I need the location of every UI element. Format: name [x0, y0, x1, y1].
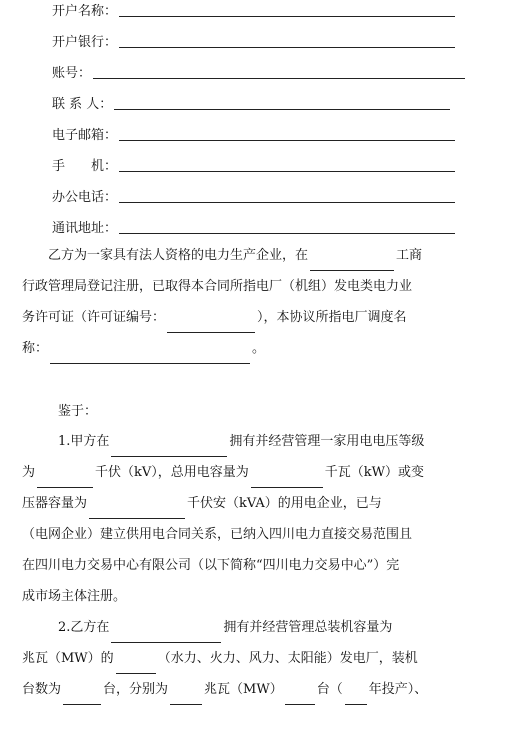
contact-field — [52, 93, 450, 113]
clause2-text-2b: （水力、火力、风力、太阳能）发电厂，装机 — [157, 651, 418, 666]
account-number-line[interactable] — [93, 78, 465, 79]
intro-text-4a: 称： — [22, 341, 49, 356]
clause1-text-1a: 1.甲方在 — [58, 434, 110, 449]
transformer-capacity-blank[interactable] — [89, 506, 185, 519]
office-phone-field — [52, 186, 455, 206]
clause1-text-3a: 压器容量为 — [22, 496, 88, 511]
unit-count-blank[interactable] — [63, 692, 101, 705]
contact-label: 联 系 人： — [52, 97, 113, 112]
mobile-line[interactable] — [119, 171, 455, 172]
clause2-text-3c: 兆瓦（MW） — [204, 682, 283, 697]
clause1-text-2b: 千伏（kV），总用电容量为 — [95, 465, 249, 480]
clause1-text-3b: 千伏安（kVA）的用电企业，已与 — [187, 496, 382, 511]
account-number-label: 账号： — [52, 66, 92, 81]
installed-capacity-blank[interactable] — [116, 661, 156, 674]
email-field — [52, 124, 455, 144]
bank-line[interactable] — [119, 47, 455, 48]
email-line[interactable] — [119, 140, 455, 141]
clause1-text-6: 成市场主体注册。 — [22, 589, 127, 604]
dispatch-name-blank[interactable] — [50, 351, 250, 364]
party-b-intro — [22, 240, 470, 364]
intro-text-1b: 工商 — [396, 248, 423, 263]
clause2-text-2a: 兆瓦（MW）的 — [22, 651, 114, 666]
clause-1 — [22, 426, 470, 612]
clause1-text-5: 在四川电力交易中心有限公司（以下简称“四川电力交易中心”）完 — [22, 558, 400, 573]
account-number-field — [52, 62, 465, 82]
bank-field — [52, 31, 455, 51]
voltage-level-blank[interactable] — [37, 475, 93, 488]
clause2-text-1b: 拥有并经营管理总装机容量为 — [223, 620, 393, 635]
intro-text-3b: ），本协议所指电厂调度名 — [257, 310, 407, 325]
clause2-text-3d: 台（ — [316, 682, 343, 697]
address-field — [52, 217, 455, 237]
clause1-text-1b: 拥有并经营管理一家用电电压等级 — [229, 434, 425, 449]
party-b-location-blank[interactable] — [111, 630, 221, 643]
intro-text-2: 行政管理局登记注册，已取得本合同所指电厂（机组）发电类电力业 — [22, 279, 413, 294]
unit-quantity-blank[interactable] — [285, 692, 315, 705]
clause1-text-4: （电网企业）建立供用电合同关系，已纳入四川电力直接交易范围且 — [22, 527, 413, 542]
whereas-heading-block — [22, 396, 470, 427]
contact-line[interactable] — [114, 109, 450, 110]
address-line[interactable] — [119, 233, 455, 234]
intro-text-3a: 务许可证（许可证编号： — [22, 310, 166, 325]
clause-2 — [22, 612, 470, 705]
clause2-text-3b: 台，分别为 — [103, 682, 169, 697]
account-name-label: 开户名称： — [52, 4, 118, 19]
party-a-location-blank[interactable] — [111, 444, 227, 457]
clause1-text-2c: 千瓦（kW）或变 — [324, 465, 425, 480]
clause1-text-2a: 为 — [22, 465, 36, 480]
unit-capacity-blank[interactable] — [170, 692, 202, 705]
email-label: 电子邮箱： — [52, 128, 118, 143]
address-label: 通讯地址： — [52, 221, 118, 236]
intro-text-1a: 乙方为一家具有法人资格的电力生产企业，在 — [48, 248, 309, 263]
clause2-text-3a: 台数为 — [22, 682, 62, 697]
account-name-line[interactable] — [119, 16, 455, 17]
mobile-field — [52, 155, 455, 175]
bank-label: 开户银行： — [52, 35, 118, 50]
total-capacity-blank[interactable] — [251, 475, 323, 488]
office-phone-label: 办公电话： — [52, 190, 118, 205]
clause2-text-1a: 2.乙方在 — [58, 620, 110, 635]
commission-year-blank[interactable] — [345, 692, 367, 705]
clause2-text-3e: 年投产）、 — [368, 682, 428, 697]
office-phone-line[interactable] — [119, 202, 455, 203]
mobile-label: 手 机： — [52, 159, 118, 174]
license-number-blank[interactable] — [167, 320, 255, 333]
whereas-heading: 鉴于： — [58, 404, 98, 419]
account-name-field — [52, 0, 455, 20]
registration-authority-blank[interactable] — [310, 258, 394, 271]
intro-text-4b: 。 — [252, 341, 266, 356]
